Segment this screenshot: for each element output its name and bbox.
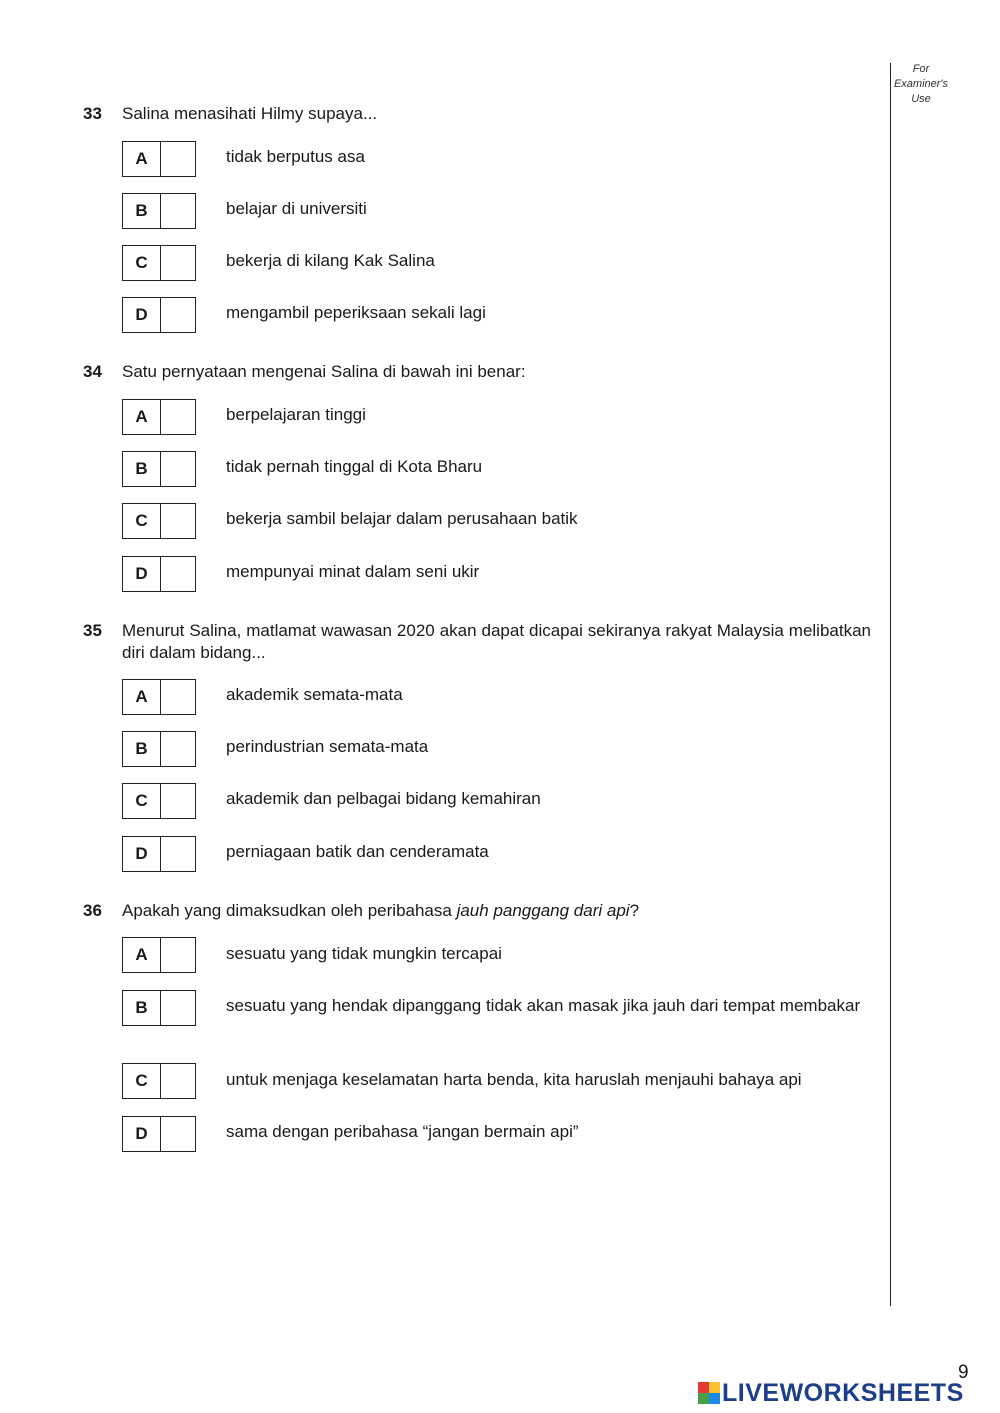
option-box-33-d: [122, 297, 196, 333]
option-letter: A: [123, 142, 161, 176]
option-letter: C: [123, 1064, 161, 1098]
answer-box-33-a[interactable]: [161, 142, 195, 176]
option-text: perindustrian semata-mata: [226, 737, 429, 756]
option-text: sesuatu yang tidak mungkin tercapai: [226, 944, 502, 963]
option-box-35-a: [122, 679, 196, 715]
answer-box-35-d[interactable]: [161, 837, 195, 871]
option-box-33-b: [122, 193, 196, 229]
answer-box-34-c[interactable]: [161, 504, 195, 538]
question-text: Salina menasihati Hilmy supaya...: [122, 104, 378, 123]
option-box-36-b: [122, 990, 196, 1026]
option-letter: B: [123, 452, 161, 486]
option-letter: B: [123, 194, 161, 228]
option-letter: A: [123, 680, 161, 714]
option-box-33-a: [122, 141, 196, 177]
option-box-36-a: [122, 937, 196, 973]
option-box-34-a: [122, 399, 196, 435]
answer-box-35-a[interactable]: [161, 680, 195, 714]
answer-box-36-a[interactable]: [161, 938, 195, 972]
answer-box-33-d[interactable]: [161, 298, 195, 332]
option-text: perniagaan batik dan cenderamata: [226, 842, 489, 861]
option-letter: D: [123, 837, 161, 871]
logo-text: LIVEWORKSHEETS: [722, 1379, 964, 1407]
question-text: Satu pernyataan mengenai Salina di bawah ini benar:: [122, 362, 526, 381]
answer-box-33-c[interactable]: [161, 246, 195, 280]
option-box-34-d: [122, 556, 196, 592]
option-box-35-b: [122, 731, 196, 767]
answer-box-33-b[interactable]: [161, 194, 195, 228]
option-letter: B: [123, 991, 161, 1025]
option-text: bekerja sambil belajar dalam perusahaan batik: [226, 509, 578, 528]
option-letter: D: [123, 298, 161, 332]
liveworksheets-logo: [698, 1378, 964, 1408]
option-box-34-b: [122, 451, 196, 487]
answer-box-36-d[interactable]: [161, 1117, 195, 1151]
question-number: 36: [83, 901, 102, 920]
question-number: 34: [83, 362, 102, 381]
question-text: [122, 900, 871, 922]
option-box-33-c: [122, 245, 196, 281]
option-box-36-c: [122, 1063, 196, 1099]
liveworksheets-logo-icon: [698, 1382, 720, 1404]
option-letter: C: [123, 246, 161, 280]
option-text: akademik dan pelbagai bidang kemahiran: [226, 789, 541, 808]
page-number: 9: [958, 1362, 969, 1383]
option-text: berpelajaran tinggi: [226, 405, 366, 424]
answer-box-35-c[interactable]: [161, 784, 195, 818]
option-text: sesuatu yang hendak dipanggang tidak akan masak jika jauh dari tempat membakar: [226, 996, 861, 1015]
question-number: 33: [83, 104, 102, 123]
answer-box-34-d[interactable]: [161, 557, 195, 591]
option-letter: C: [123, 504, 161, 538]
answer-box-36-c[interactable]: [161, 1064, 195, 1098]
option-box-35-d: [122, 836, 196, 872]
option-letter: B: [123, 732, 161, 766]
option-letter: A: [123, 938, 161, 972]
option-text: untuk menjaga keselamatan harta benda, kita haruslah menjauhi bahaya api: [226, 1070, 802, 1089]
option-text: mempunyai minat dalam seni ukir: [226, 562, 480, 581]
answer-box-34-b[interactable]: [161, 452, 195, 486]
examiner-margin-rule: [890, 63, 891, 1306]
option-box-35-c: [122, 783, 196, 819]
option-text: tidak pernah tinggal di Kota Bharu: [226, 457, 483, 476]
option-letter: D: [123, 1117, 161, 1151]
option-text: mengambil peperiksaan sekali lagi: [226, 303, 486, 322]
question-text-start: Apakah yang dimaksudkan oleh peribahasa: [122, 901, 457, 920]
option-box-34-c: [122, 503, 196, 539]
question-text: Menurut Salina, matlamat wawasan 2020 akan dapat dicapai sekiranya rakyat Malaysia melibatkan diri dalam bidang...: [122, 621, 871, 662]
examiner-use-label: For Examiner's Use: [893, 63, 949, 105]
question-text-end: ?: [629, 901, 640, 920]
answer-box-36-b[interactable]: [161, 991, 195, 1025]
option-text: sama dengan peribahasa “jangan bermain api”: [226, 1122, 579, 1141]
option-text: akademik semata-mata: [226, 685, 403, 704]
option-letter: A: [123, 400, 161, 434]
option-text: tidak berputus asa: [226, 147, 365, 166]
proverb-text: jauh panggang dari api: [456, 901, 630, 920]
answer-box-35-b[interactable]: [161, 732, 195, 766]
answer-box-34-a[interactable]: [161, 400, 195, 434]
question-number: 35: [83, 621, 102, 640]
option-letter: C: [123, 784, 161, 818]
option-box-36-d: [122, 1116, 196, 1152]
option-letter: D: [123, 557, 161, 591]
option-text: belajar di universiti: [226, 199, 367, 218]
option-text: bekerja di kilang Kak Salina: [226, 251, 435, 270]
